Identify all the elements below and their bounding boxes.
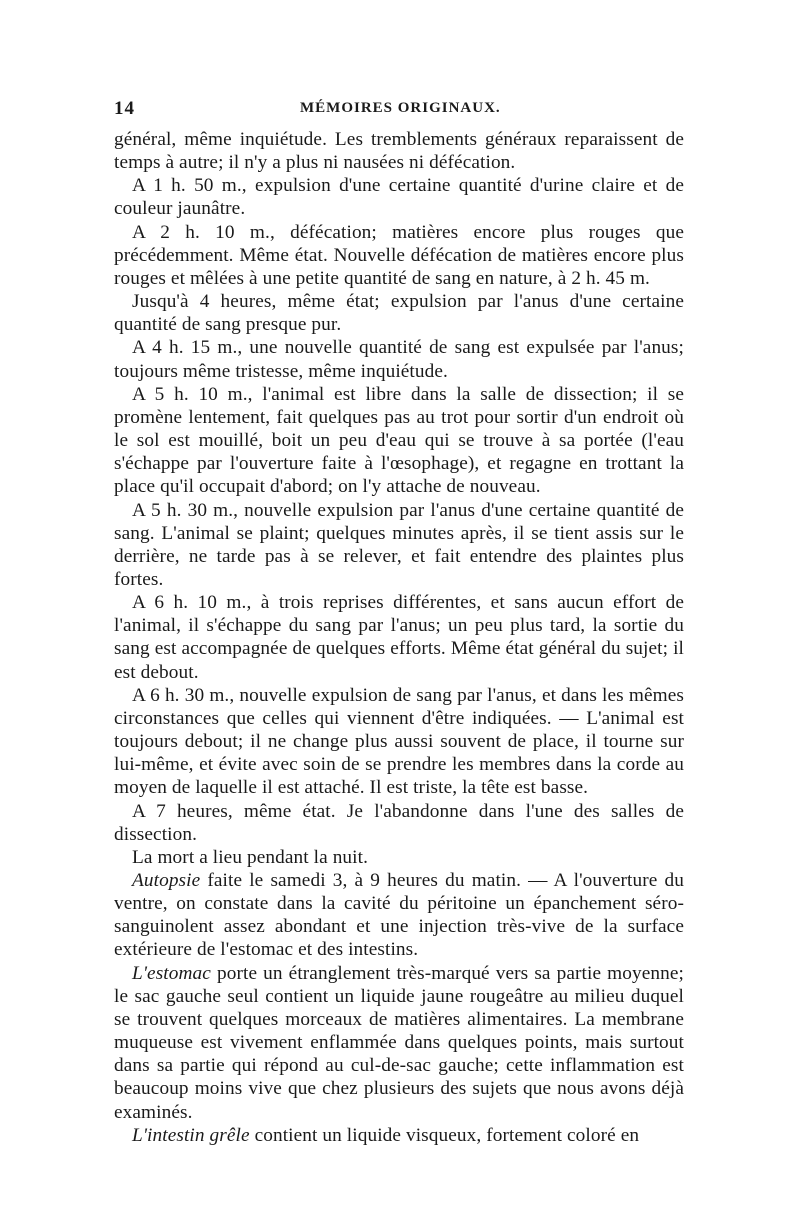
- paragraph: A 1 h. 50 m., expulsion d'une certaine quantité d'urine claire et de couleur jaunâtre.: [114, 175, 684, 220]
- running-head: MÉMOIRES ORIGINAUX.: [300, 100, 501, 116]
- paragraph: A 2 h. 10 m., défécation; matières encore plus rouges que précédemment. Même état. Nouvelle défécation de matières encore plus rouges et mêlées à une petite quantité de sang en nature, à 2 h. 45 m.: [114, 221, 684, 289]
- paragraph: Autopsie faite le samedi 3, à 9 heures du matin. — A l'ouverture du ventre, on constate dans la cavité du péritoine un épanchement séro-sanguinolent assez abondant et une injection très-vive de la surface extérieure de l'estomac et des intestins.: [114, 870, 684, 961]
- paragraph: A 7 heures, même état. Je l'abandonne dans l'une des salles de dissection.: [114, 800, 684, 845]
- paragraph: A 6 h. 30 m., nouvelle expulsion de sang par l'anus, et dans les mêmes circonstances que celles qui viennent d'être indiquées. — L'animal est toujours debout; il ne change plus aussi souvent de place, il tourne sur lui-même, et évite avec soin de se prendre les membres dans la corde au moyen de laquelle il est attaché. Il est triste, la tête est basse.: [114, 684, 684, 799]
- paragraph: A 5 h. 30 m., nouvelle expulsion par l'anus d'une certaine quantité de sang. L'animal se plaint; quelques minutes après, il se tient assis sur le derrière, ne tarde pas à se relever, et fait entendre des plaintes plus fortes.: [114, 499, 684, 590]
- paragraph: A 5 h. 10 m., l'animal est libre dans la salle de dissection; il se promène lentement, fait quelques pas au trot pour sortir d'un endroit où le sol est mouillé, boit un peu d'eau qui se trouve à sa portée (l'eau s'échappe par l'ouverture faite à l'œsophage), et regagne en trottant la place qu'il occupait d'abord; on l'y attache de nouveau.: [114, 383, 684, 498]
- paragraph: Jusqu'à 4 heures, même état; expulsion par l'anus d'une certaine quantité de sang presque pur.: [114, 291, 684, 336]
- paragraph: L'estomac porte un étranglement très-marqué vers sa partie moyenne; le sac gauche seul contient un liquide jaune rougeâtre au milieu duquel se trouvent quelques morceaux de matières alimentaires. La membrane muqueuse est vivement enflammée dans quelques points, mais surtout dans sa partie qui répond au cul-de-sac gauche; cette inflammation est beaucoup moins vive que chez plusieurs des sujets que nous avons déjà examinés.: [114, 962, 684, 1123]
- paragraph: général, même inquiétude. Les tremblements généraux reparaissent de temps à autre; il n'y a plus ni nausées ni défécation.: [114, 129, 684, 174]
- page-number: 14: [114, 98, 135, 119]
- paragraph: L'intestin grêle contient un liquide visqueux, fortement coloré en: [132, 1124, 640, 1146]
- paragraph: A 4 h. 15 m., une nouvelle quantité de sang est expulsée par l'anus; toujours même tristesse, même inquiétude.: [114, 337, 684, 382]
- paragraph: La mort a lieu pendant la nuit.: [132, 846, 369, 868]
- page-header: [114, 98, 686, 122]
- body-text: [114, 128, 684, 1147]
- paragraph: A 6 h. 10 m., à trois reprises différentes, et sans aucun effort de l'animal, il s'échappe du sang par l'anus; un peu plus tard, la sortie du sang est accompagnée de quelques efforts. Même état général du sujet; il est debout.: [114, 592, 684, 683]
